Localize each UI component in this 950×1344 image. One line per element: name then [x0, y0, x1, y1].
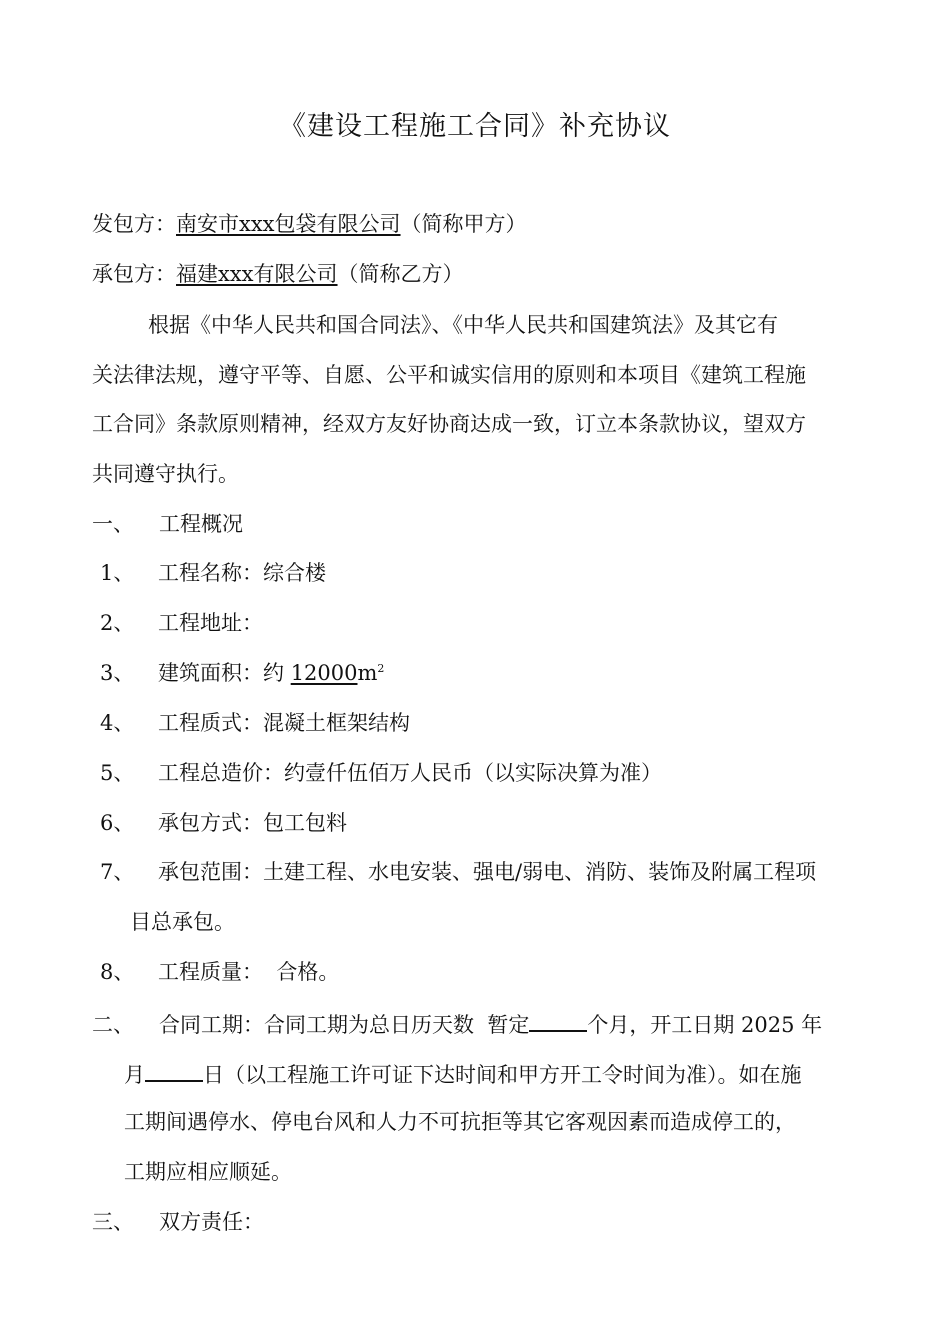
contractor-name: 福建xxx有限公司	[176, 262, 338, 286]
section2-text: 日（以工程施工许可证下达时间和甲方开工令时间为准）。如在施	[203, 1063, 802, 1087]
section1-item-2	[100, 613, 263, 634]
item-number: 6、	[100, 811, 135, 835]
section2-text: 个月，开工日期 2025 年	[587, 1013, 823, 1037]
section1-item-6	[100, 813, 347, 834]
section2-line-3: 工期间遇停水、停电台风和人力不可抗拒等其它客观因素而造成停工的，	[124, 1110, 796, 1134]
employer-name: 南安市xxx包袋有限公司	[176, 212, 401, 236]
section1-item-7-continued: 目总承包。	[130, 910, 235, 934]
preamble-line-3: 工合同》条款原则精神，经双方友好协商达成一致，订立本条款协议，望双方	[92, 412, 806, 436]
area-unit: m	[357, 661, 378, 685]
employer-label: 发包方：	[92, 212, 176, 236]
area-value: 12000	[290, 661, 358, 685]
section2-line-2	[124, 1062, 802, 1086]
employer-line	[92, 214, 527, 235]
section2-line-1	[92, 1012, 822, 1036]
section1-title: 工程概况	[159, 512, 243, 536]
contractor-line	[92, 264, 464, 285]
area-unit-superscript: 2	[377, 662, 385, 675]
section1-item-4	[100, 713, 410, 734]
item-number: 1、	[100, 561, 135, 585]
section2-line-4: 工期应相应顺延。	[124, 1160, 292, 1184]
contractor-label: 承包方：	[92, 262, 176, 286]
section2-text: 月	[124, 1063, 145, 1087]
document-title: 《建设工程施工合同》补充协议	[279, 111, 671, 142]
section1-item-3	[100, 663, 384, 684]
preamble-line-1: 根据《中华人民共和国合同法》、《中华人民共和国建筑法》及其它有	[148, 313, 778, 337]
item-text: 承包范围：土建工程、水电安装、强电/弱电、消防、装饰及附属工程项	[158, 860, 817, 884]
item-number: 5、	[100, 761, 135, 785]
day-blank	[145, 1062, 203, 1082]
contractor-note: （简称乙方）	[337, 262, 464, 286]
months-blank	[529, 1012, 587, 1032]
section3-title: 双方责任：	[159, 1210, 264, 1234]
item-text: 工程名称：综合楼	[158, 561, 326, 585]
preamble-line-2: 关法律法规，遵守平等、自愿、公平和诚实信用的原则和本项目《建筑工程施	[92, 363, 806, 387]
item-text: 工程总造价：约壹仟伍佰万人民币（以实际决算为准）	[158, 761, 662, 785]
section1-num: 一、	[92, 512, 134, 536]
item-text: 建筑面积：约	[158, 661, 291, 685]
item-number: 8、	[100, 960, 135, 984]
employer-note: （简称甲方）	[400, 212, 527, 236]
item-text: 承包方式：包工包料	[158, 811, 347, 835]
section1-item-8	[100, 962, 339, 983]
section3-num: 三、	[92, 1210, 134, 1234]
section1-item-7	[100, 862, 816, 883]
section3-heading	[92, 1212, 264, 1233]
item-text: 工程质量： 合格。	[158, 960, 340, 984]
item-number: 4、	[100, 711, 135, 735]
section1-item-5	[100, 763, 662, 784]
section1-item-1	[100, 563, 326, 584]
item-number: 2、	[100, 611, 135, 635]
item-number: 7、	[100, 860, 135, 884]
item-text: 工程地址：	[158, 611, 263, 635]
preamble-line-4: 共同遵守执行。	[92, 462, 239, 486]
section1-heading	[92, 514, 243, 535]
section2-num: 二、	[92, 1013, 134, 1037]
section2-text: 合同工期：合同工期为总日历天数 暂定	[159, 1013, 530, 1037]
item-text: 工程质式：混凝土框架结构	[158, 711, 410, 735]
item-number: 3、	[100, 661, 135, 685]
